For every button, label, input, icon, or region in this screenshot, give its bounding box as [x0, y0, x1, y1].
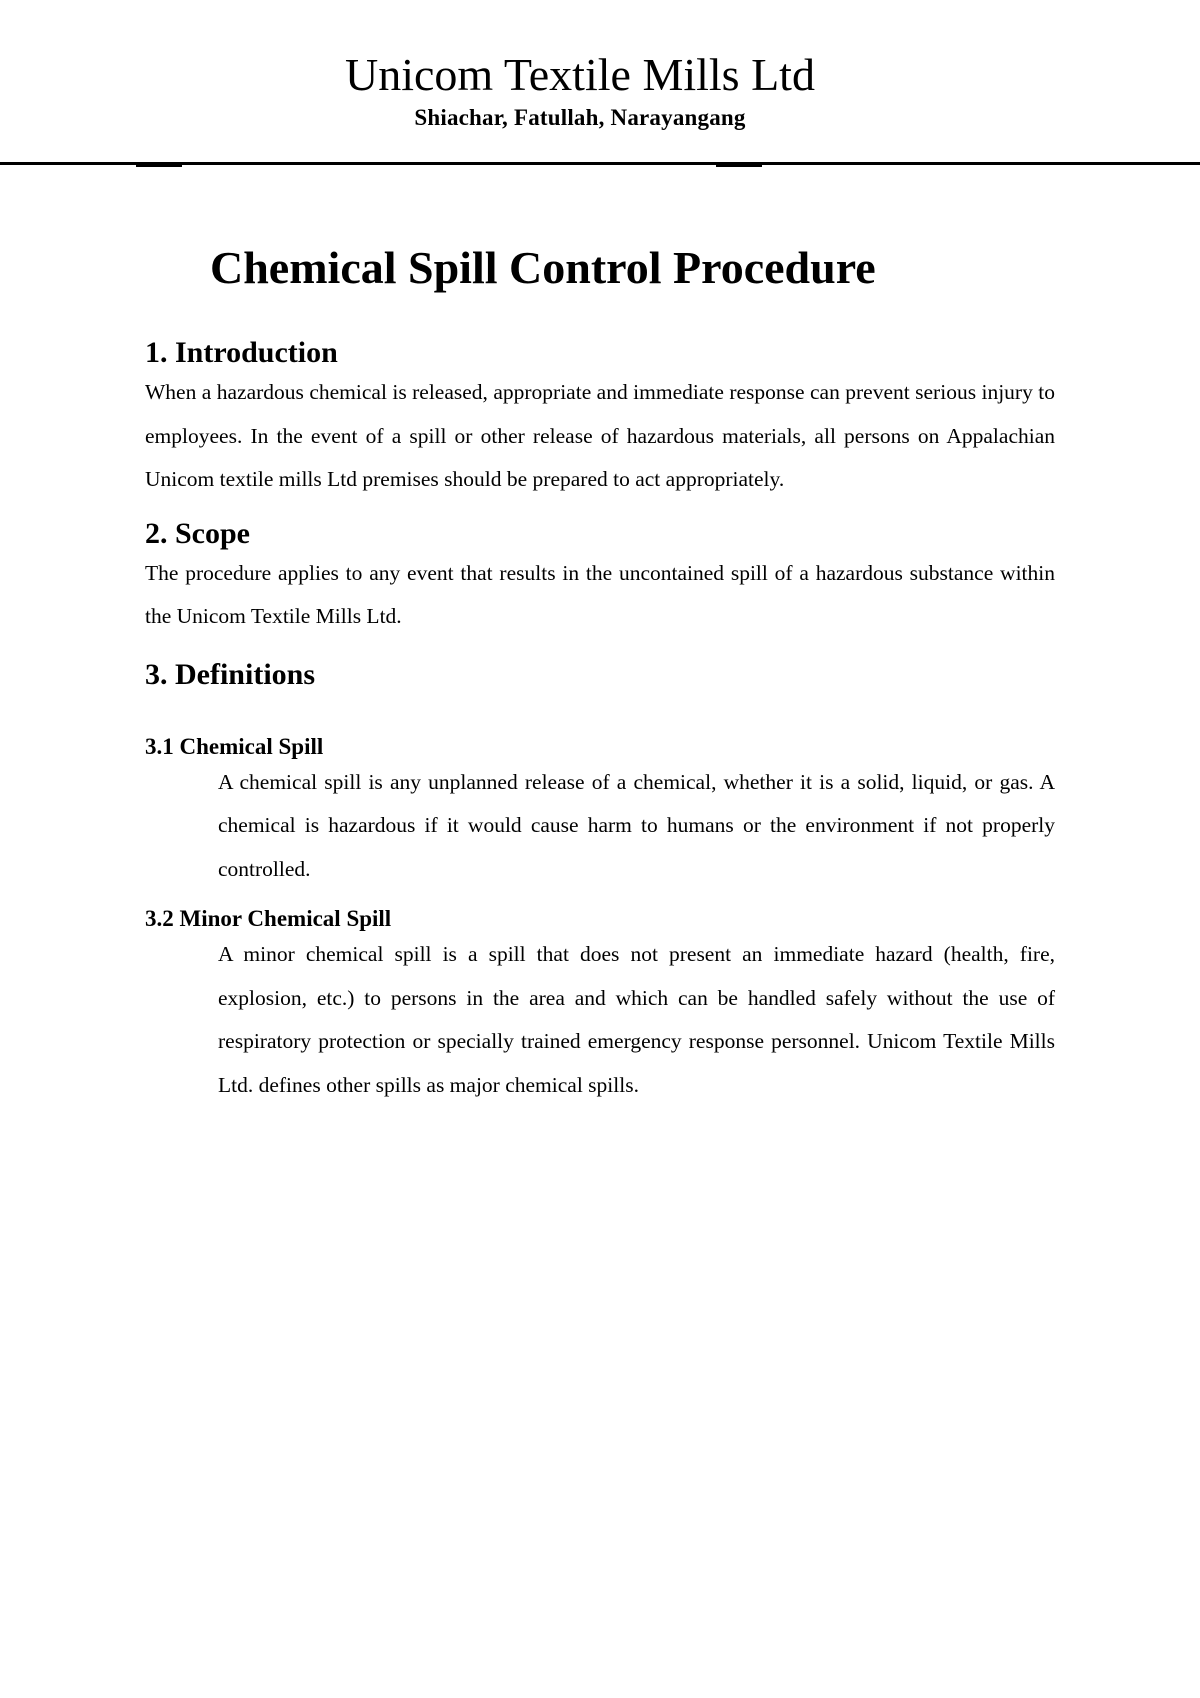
- section-scope: [145, 516, 1055, 639]
- section-heading-scope: 2. Scope: [145, 516, 250, 550]
- section-definitions: [145, 657, 1055, 1108]
- section-text-introduction: When a hazardous chemical is released, appropriate and immediate response can prevent serious injury to employees. In the event of a spill or other release of hazardous materials, all persons on Appalachian Unicom textile mills Ltd premises should be prepared to act appropriately.: [145, 380, 1055, 491]
- section-text-scope: The procedure applies to any event that results in the uncontained spill of a hazardous substance within the Unicom Textile Mills Ltd.: [145, 560, 1055, 628]
- company-name: Unicom Textile Mills Ltd: [345, 49, 815, 100]
- section-heading-definitions: 3. Definitions: [145, 657, 316, 691]
- header-divider-accent-right: [716, 165, 762, 167]
- subsection-heading-chemical-spill: 3.1 Chemical Spill: [145, 733, 324, 759]
- section-introduction: [145, 335, 1055, 502]
- subsection-minor-chemical-spill: [145, 905, 1055, 1107]
- header-divider-accent-left: [136, 165, 182, 167]
- document-title: Chemical Spill Control Procedure: [210, 242, 876, 293]
- subsection-text-chemical-spill: A chemical spill is any unplanned release of a chemical, whether it is a solid, liquid, or gas. A chemical is hazardous if it would cause harm to humans or the environment if not properly controlled.: [218, 769, 1055, 881]
- subsection-heading-minor-chemical-spill: 3.2 Minor Chemical Spill: [145, 906, 392, 931]
- company-address: Shiachar, Fatullah, Narayangang: [414, 105, 746, 130]
- subsection-text-minor-chemical-spill: A minor chemical spill is a spill that does not present an immediate hazard (health, fire, explosion, etc.) to persons in the area and which can be handled safely without the use of respiratory protection or specially trained emergency response personnel. Unicom Textile Mills Ltd. defines other spills as major chemical spills.: [218, 942, 1055, 1097]
- document-body: [145, 335, 1055, 1107]
- subsection-chemical-spill: [145, 733, 1055, 892]
- section-heading-introduction: 1. Introduction: [145, 336, 338, 369]
